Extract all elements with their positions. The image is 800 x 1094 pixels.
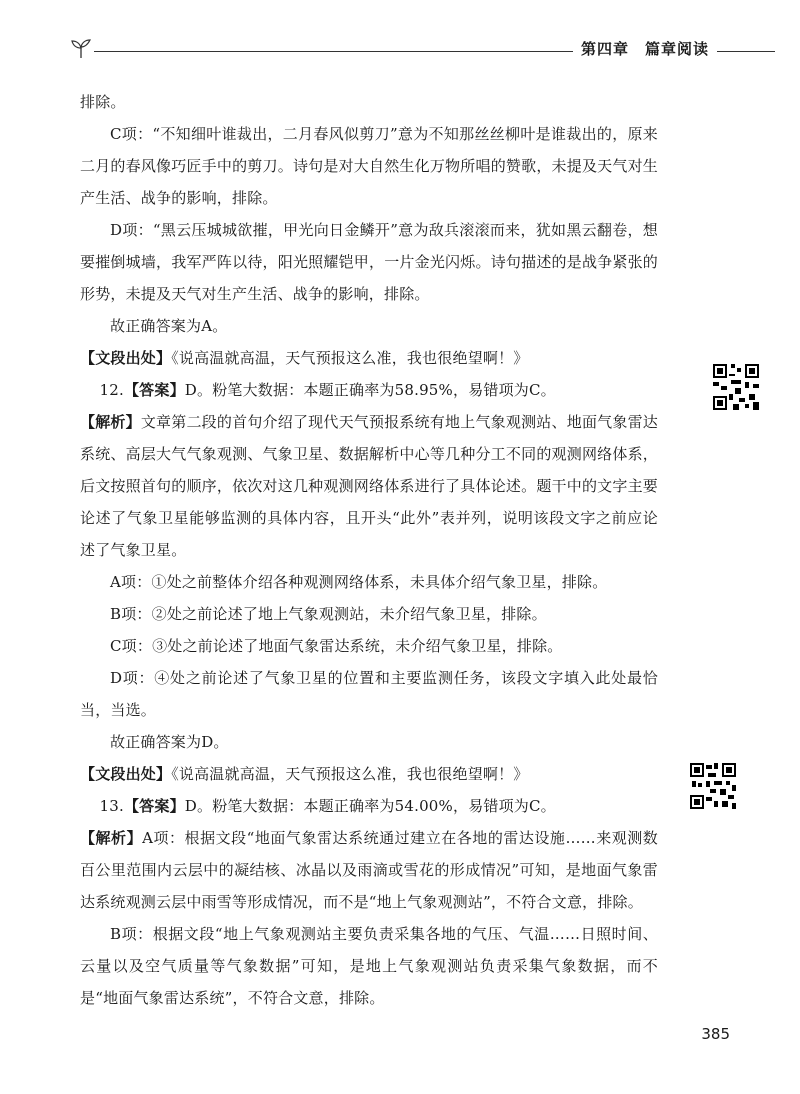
page-header <box>70 36 775 66</box>
page-number: 385 <box>701 1025 730 1043</box>
source-label: 【文段出处】 <box>80 349 172 367</box>
qr-code-icon[interactable] <box>688 761 738 811</box>
page-content <box>80 86 658 1014</box>
answer-line <box>80 374 658 406</box>
paragraph: C项：“不知细叶谁裁出，二月春风似剪刀”意为不知那丝丝柳叶是谁裁出的，原来二月的春风像巧匠手中的剪刀。诗句是对大自然生化万物所唱的赞歌，未提及天气对生产生活、战争的影响，排除。 <box>80 125 658 207</box>
question-number: 12. <box>99 381 124 399</box>
analysis-label: 【解析】 <box>80 413 141 431</box>
answer-label: 【答案】 <box>123 381 185 399</box>
source-title: 《说高温就高温，天气预报这么准，我也很绝望啊！》 <box>171 765 529 783</box>
question-number: 13. <box>99 797 124 815</box>
paragraph: C项：③处之前论述了地面气象雷达系统，未介绍气象卫星，排除。 <box>110 637 563 655</box>
answer-line <box>80 790 658 822</box>
source-line <box>80 342 658 374</box>
answer-text: D。粉笔大数据：本题正确率为54.00%，易错项为C。 <box>184 797 556 815</box>
paragraph: 排除。 <box>80 93 126 111</box>
chapter-title: 第四章 篇章阅读 <box>573 38 717 59</box>
paragraph: D项：“黑云压城城欲摧，甲光向日金鳞开”意为敌兵滚滚而来，犹如黑云翻卷，想要摧倒城墙，我军严阵以待，阳光照耀铠甲，一片金光闪烁。诗句描述的是战争紧张的形势，未提及天气对生产生活、战争的影响，排除。 <box>80 221 658 303</box>
paragraph: D项：④处之前论述了气象卫星的位置和主要监测任务，该段文字填入此处最恰当，当选。 <box>80 669 658 719</box>
analysis-paragraph <box>80 406 658 566</box>
answer-label: 【答案】 <box>123 797 185 815</box>
paragraph: 故正确答案为D。 <box>110 733 229 751</box>
source-line <box>80 758 658 790</box>
analysis-label: 【解析】 <box>80 829 143 847</box>
source-label: 【文段出处】 <box>80 765 172 783</box>
answer-text: D。粉笔大数据：本题正确率为58.95%，易错项为C。 <box>184 381 556 399</box>
analysis-paragraph <box>80 822 658 918</box>
paragraph: A项：①处之前整体介绍各种观测网络体系，未具体介绍气象卫星，排除。 <box>110 573 608 591</box>
paragraph: B项：②处之前论述了地上气象观测站，未介绍气象卫星，排除。 <box>110 605 547 623</box>
analysis-text: A项：根据文段“地面气象雷达系统通过建立在各地的雷达设施……来观测数百公里范围内云层中的凝结核、冰晶以及雨滴或雪花的形成情况”可知，是地面气象雷达系统观测云层中雨雪等形成情况，而不是“地上气象观测站”，不符合文意，排除。 <box>80 829 658 911</box>
analysis-text: 文章第二段的首句介绍了现代天气预报系统有地上气象观测站、地面气象雷达系统、高层大气气象观测、气象卫星、数据解析中心等几种分工不同的观测网络体系，后文按照首句的顺序，依次对这几种观测网络体系进行了具体论述。题干中的文字主要论述了气象卫星能够监测的具体内容，且开头“此外”表并列，说明该段文字之前应论述了气象卫星。 <box>80 413 658 559</box>
paragraph: B项：根据文段“地上气象观测站主要负责采集各地的气压、气温……日照时间、云量以及空气质量等气象数据”可知，是地上气象观测站负责采集气象数据，而不是“地面气象雷达系统”，不符合文意，排除。 <box>80 925 658 1007</box>
paragraph: 故正确答案为A。 <box>110 317 228 335</box>
sprout-icon <box>70 38 92 64</box>
source-title: 《说高温就高温，天气预报这么准，我也很绝望啊！》 <box>171 349 529 367</box>
qr-code-icon[interactable] <box>711 362 761 412</box>
